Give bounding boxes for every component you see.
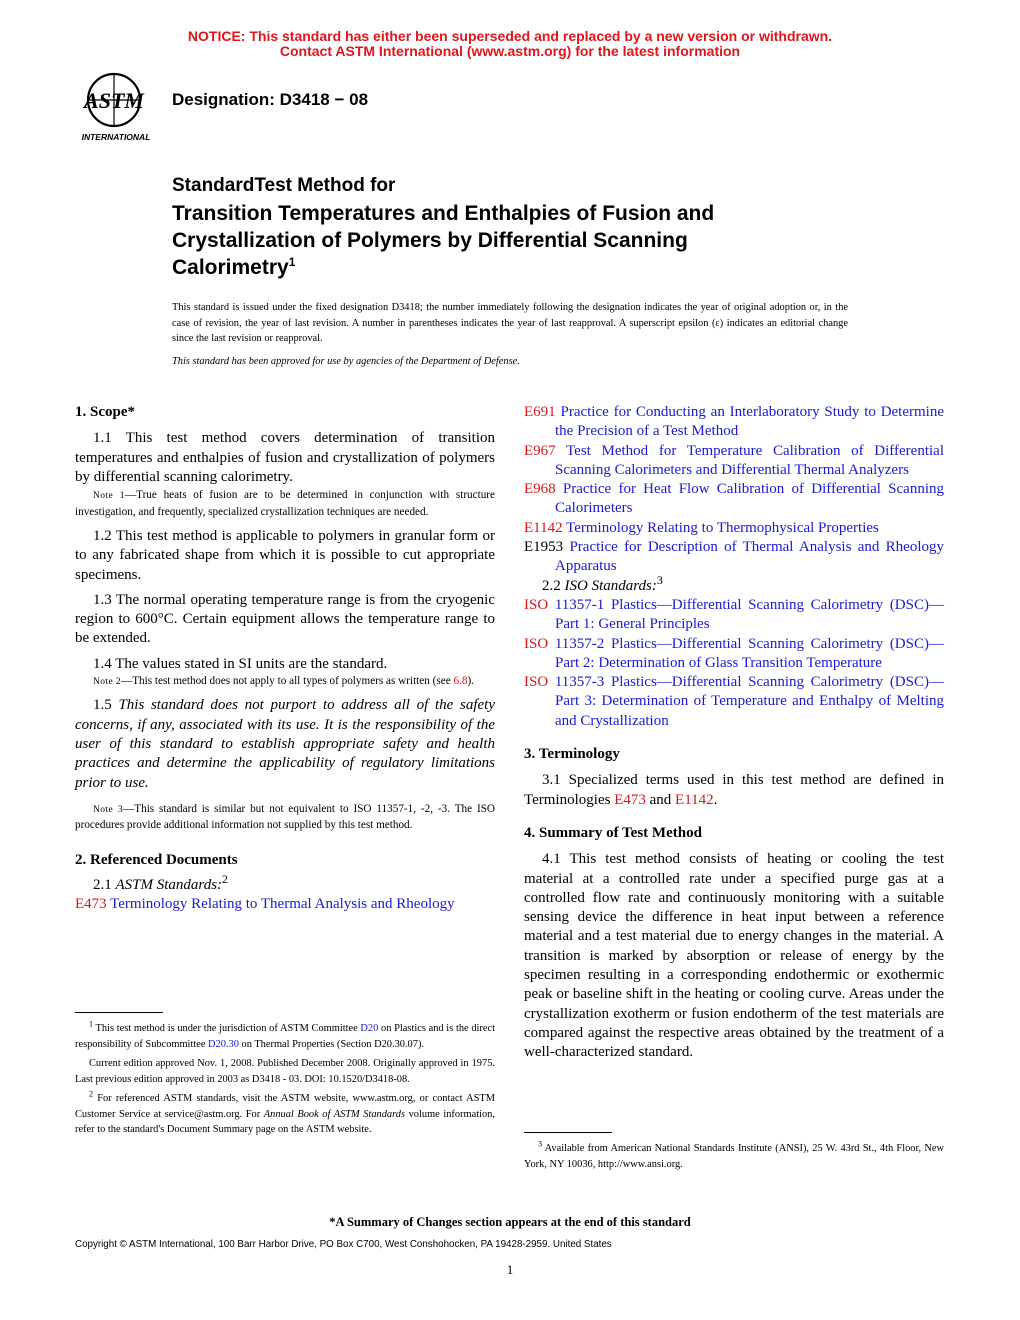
footnote-1-text-a: This test method is under the jurisdiction of ASTM Committee bbox=[93, 1023, 361, 1034]
para-3-1-text-a: 3.1 Specialized terms used in this test method are defined in Terminologies bbox=[524, 772, 944, 808]
note-3-text: —This standard is similar but not equivalent to ISO 11357-1, -2, -3. The ISO procedures provide additional information not supplied by this test method. bbox=[75, 802, 495, 832]
ref-e691-code[interactable]: E691 bbox=[524, 404, 556, 420]
note-2 bbox=[75, 674, 495, 690]
title-line-1: StandardTest Method for bbox=[172, 175, 396, 196]
note-1 bbox=[75, 488, 495, 520]
footnotes-right bbox=[524, 1141, 944, 1172]
summary-heading: 4. Summary of Test Method bbox=[524, 824, 702, 841]
ref-e967-title[interactable]: Test Method for Temperature Calibration of Differential Scanning Calorimeters and Differential Thermal Analyzers bbox=[555, 442, 944, 478]
ref-e473 bbox=[75, 895, 495, 914]
astm-standards-label bbox=[75, 872, 495, 895]
right-column bbox=[524, 403, 944, 1063]
para-1-5-number: 1.5 bbox=[93, 697, 119, 714]
ref-e473-code[interactable]: E473 bbox=[75, 896, 107, 913]
para-3-1-text-c: . bbox=[713, 791, 718, 808]
para-3-1 bbox=[524, 771, 944, 810]
iso-label: ISO Standards: bbox=[564, 577, 657, 594]
document-title bbox=[172, 200, 812, 281]
para-1-5 bbox=[75, 696, 495, 792]
ref-iso-3-code[interactable]: ISO bbox=[524, 674, 549, 691]
ref-iso-1 bbox=[524, 596, 944, 635]
note-3 bbox=[75, 802, 495, 834]
footnote-2-text-b: volume information, refer to the standard's Document Summary page on the ASTM website. bbox=[75, 1108, 495, 1135]
para-1-2: 1.2 This test method is applicable to polymers in granular form or to any fabricated shape from which it is possible to cut appropriate specimens. bbox=[75, 528, 495, 583]
note-2-label: Note 2 bbox=[93, 677, 121, 688]
ref-iso-3 bbox=[524, 673, 944, 731]
footnote-1-edition: Current edition approved Nov. 1, 2008. Published December 2008. Originally approved in 1975. Last previous edition approved in 2003 as D3418 - 03. DOI: 10.1520/D3418-08. bbox=[75, 1058, 495, 1085]
ref-e691 bbox=[524, 403, 944, 442]
ref-iso-2-title[interactable]: 11357-2 Plastics—Differential Scanning Calorimetry (DSC)—Part 2: Determination of Glass Transition Temperature bbox=[548, 635, 944, 671]
ref-e967-code[interactable]: E967 bbox=[524, 442, 556, 459]
ref-iso-3-title[interactable]: 11357-3 Plastics—Differential Scanning Calorimetry (DSC)—Part 3: Determination of Temperature and Enthalpy of Melting and Crystallization bbox=[548, 674, 944, 729]
ref-e1142-code[interactable]: E1142 bbox=[524, 519, 563, 536]
para-1-1: 1.1 This test method covers determination of transition temperatures and enthalpies of fusion and crystallization of polymers by differential scanning calorimetry. bbox=[75, 430, 495, 485]
note-3-label: Note 3 bbox=[93, 804, 124, 815]
ref-iso-1-title[interactable]: 11357-1 Plastics—Differential Scanning Calorimetry (DSC)—Part 1: General Principles bbox=[548, 596, 944, 633]
terminology-heading: 3. Terminology bbox=[524, 746, 620, 763]
ref-e1953-code: E1953 bbox=[524, 539, 564, 556]
astm-footnote-mark: 2 bbox=[222, 872, 229, 887]
terminology-e1142-link[interactable]: E1142 bbox=[675, 791, 714, 808]
page-number: 1 bbox=[506, 1262, 514, 1277]
footnote-2-mark: 2 bbox=[89, 1089, 93, 1099]
astm-logo bbox=[74, 70, 162, 144]
footnote-1 bbox=[75, 1021, 495, 1052]
dod-approval: This standard has been approved for use by agencies of the Department of Defense. bbox=[172, 356, 520, 367]
title-line-2: Transition Temperatures and Enthalpies of Fusion and Crystallization of Polymers by Differential Scanning Calorimetry bbox=[172, 202, 715, 279]
title-footnote-mark: 1 bbox=[288, 255, 296, 269]
ref-e1142-title[interactable]: Terminology Relating to Thermophysical Properties bbox=[562, 519, 879, 536]
footnote-1-text-b: on Plastics and is the direct responsibility of Subcommittee bbox=[75, 1023, 495, 1050]
terminology-e473-link[interactable]: E473 bbox=[614, 791, 646, 808]
para-1-4: 1.4 The values stated in SI units are the standard. bbox=[93, 655, 388, 672]
section-6-8-link[interactable]: 6.8 bbox=[453, 675, 468, 688]
designation: Designation: D3418 − 08 bbox=[172, 90, 369, 109]
iso-footnote-mark: 3 bbox=[656, 572, 663, 587]
astm-number: 2.1 bbox=[93, 877, 116, 894]
footnote-3 bbox=[524, 1141, 944, 1172]
ref-e968-title[interactable]: Practice for Heat Flow Calibration of Differential Scanning Calorimeters bbox=[555, 481, 944, 517]
summary-of-changes-note: *A Summary of Changes section appears at the end of this standard bbox=[329, 1215, 691, 1229]
left-column bbox=[75, 403, 495, 915]
para-1-5-text: This standard does not purport to address all of the safety concerns, if any, associated with its use. It is the responsibility of the user of this standard to establish appropriate safety and health practices and determine the applicability of regulatory limitations prior to use. bbox=[75, 697, 496, 791]
footnotes-left bbox=[75, 1021, 495, 1138]
footnote-2-text-a: For referenced ASTM standards, visit the ASTM website, www.astm.org, or contact ASTM Customer Service at service@astm.org. For bbox=[75, 1093, 495, 1120]
note-1-text: —True heats of fusion are to be determined in conjunction with structure investigation, and frequently, specialized crystallization techniques are needed. bbox=[75, 489, 495, 518]
subcommittee-d20-30-link[interactable]: D20.30 bbox=[208, 1038, 239, 1050]
ref-e967 bbox=[524, 442, 944, 481]
note-1-label: Note 1 bbox=[93, 491, 125, 502]
ref-iso-2 bbox=[524, 635, 944, 674]
iso-standards-label bbox=[524, 572, 944, 596]
ref-e1953-title[interactable]: Practice for Description of Thermal Analysis and Rheology Apparatus bbox=[555, 539, 944, 575]
ref-iso-1-code[interactable]: ISO bbox=[524, 596, 549, 613]
ref-e691-title[interactable]: Practice for Conducting an Interlaboratory Study to Determine the Precision of a Test Method bbox=[555, 404, 944, 440]
ref-e1953 bbox=[524, 538, 944, 577]
copyright: Copyright © ASTM International, 100 Barr Harbor Drive, PO Box C700, West Conshohocken, PA 19428-2959. United States bbox=[75, 1239, 612, 1250]
para-4-1: 4.1 This test method consists of heating or cooling the test material at a controlled rate under a specified purge gas at a controlled flow rate and continuously monitoring with a suitable sensing device the difference in heat input between a reference material and a test material due to energy changes in the material. A transition is marked by absorption or release of energy by the specimen resulting in a corresponding endothermic or exothermic peak or baseline shift in the heating or cooling curve. Areas under the crystallization exotherm or fusion endotherm of the test materials are compared against the respective areas obtained by the treatment of a well-characterized standard. bbox=[524, 851, 944, 1061]
ref-e968-code[interactable]: E968 bbox=[524, 481, 556, 498]
notice-line-1: NOTICE: This standard has either been superseded and replaced by a new version or withdrawn. bbox=[187, 28, 833, 44]
iso-number: 2.2 bbox=[542, 577, 565, 594]
committee-d20-link[interactable]: D20 bbox=[360, 1023, 379, 1034]
logo-subtext: INTERNATIONAL bbox=[81, 132, 151, 142]
ref-e473-title[interactable]: Terminology Relating to Thermal Analysis and Rheology bbox=[106, 896, 455, 913]
note-2-end: ). bbox=[467, 675, 474, 688]
footnote-3-text: Available from American National Standards Institute (ANSI), 25 W. 43rd St., 4th Floor, New York, NY 10036, http://www.ansi.org. bbox=[524, 1143, 944, 1170]
ref-e1142 bbox=[524, 519, 944, 538]
note-2-text: —This test method does not apply to all types of polymers as written (see bbox=[121, 675, 454, 688]
footnote-2 bbox=[75, 1091, 495, 1138]
footnote-2-italic: Annual Book of ASTM Standards bbox=[263, 1108, 406, 1120]
scope-heading: 1. Scope* bbox=[75, 404, 135, 420]
footnote-1-mark: 1 bbox=[89, 1019, 93, 1029]
notice-line-2: Contact ASTM International (www.astm.org) for the latest information bbox=[279, 43, 741, 59]
astm-label: ASTM Standards: bbox=[115, 877, 223, 894]
footnote-3-mark: 3 bbox=[538, 1139, 542, 1149]
footnote-rule-left bbox=[75, 1012, 163, 1013]
issuance-statement: This standard is issued under the fixed designation D3418; the number immediately following the designation indicates the year of original adoption or, in the case of revision, the year of last revision. A number in parentheses indicates the year of last reapproval. A superscript epsilon (ε) indicates an editorial change since the last revision or reapproval. bbox=[172, 302, 848, 344]
logo-text: ASTM bbox=[84, 88, 144, 113]
para-3-1-text-b: and bbox=[645, 791, 676, 808]
footnote-1-text-c: on Thermal Properties (Section D20.30.07). bbox=[238, 1038, 425, 1050]
footnote-rule-right bbox=[524, 1132, 612, 1133]
ref-e968 bbox=[524, 480, 944, 519]
refdocs-heading: 2. Referenced Documents bbox=[75, 851, 238, 868]
para-1-3: 1.3 The normal operating temperature range is from the cryogenic region to 600°C. Certain equipment allows the temperature range to be extended. bbox=[75, 591, 495, 647]
ref-iso-2-code[interactable]: ISO bbox=[524, 635, 549, 652]
